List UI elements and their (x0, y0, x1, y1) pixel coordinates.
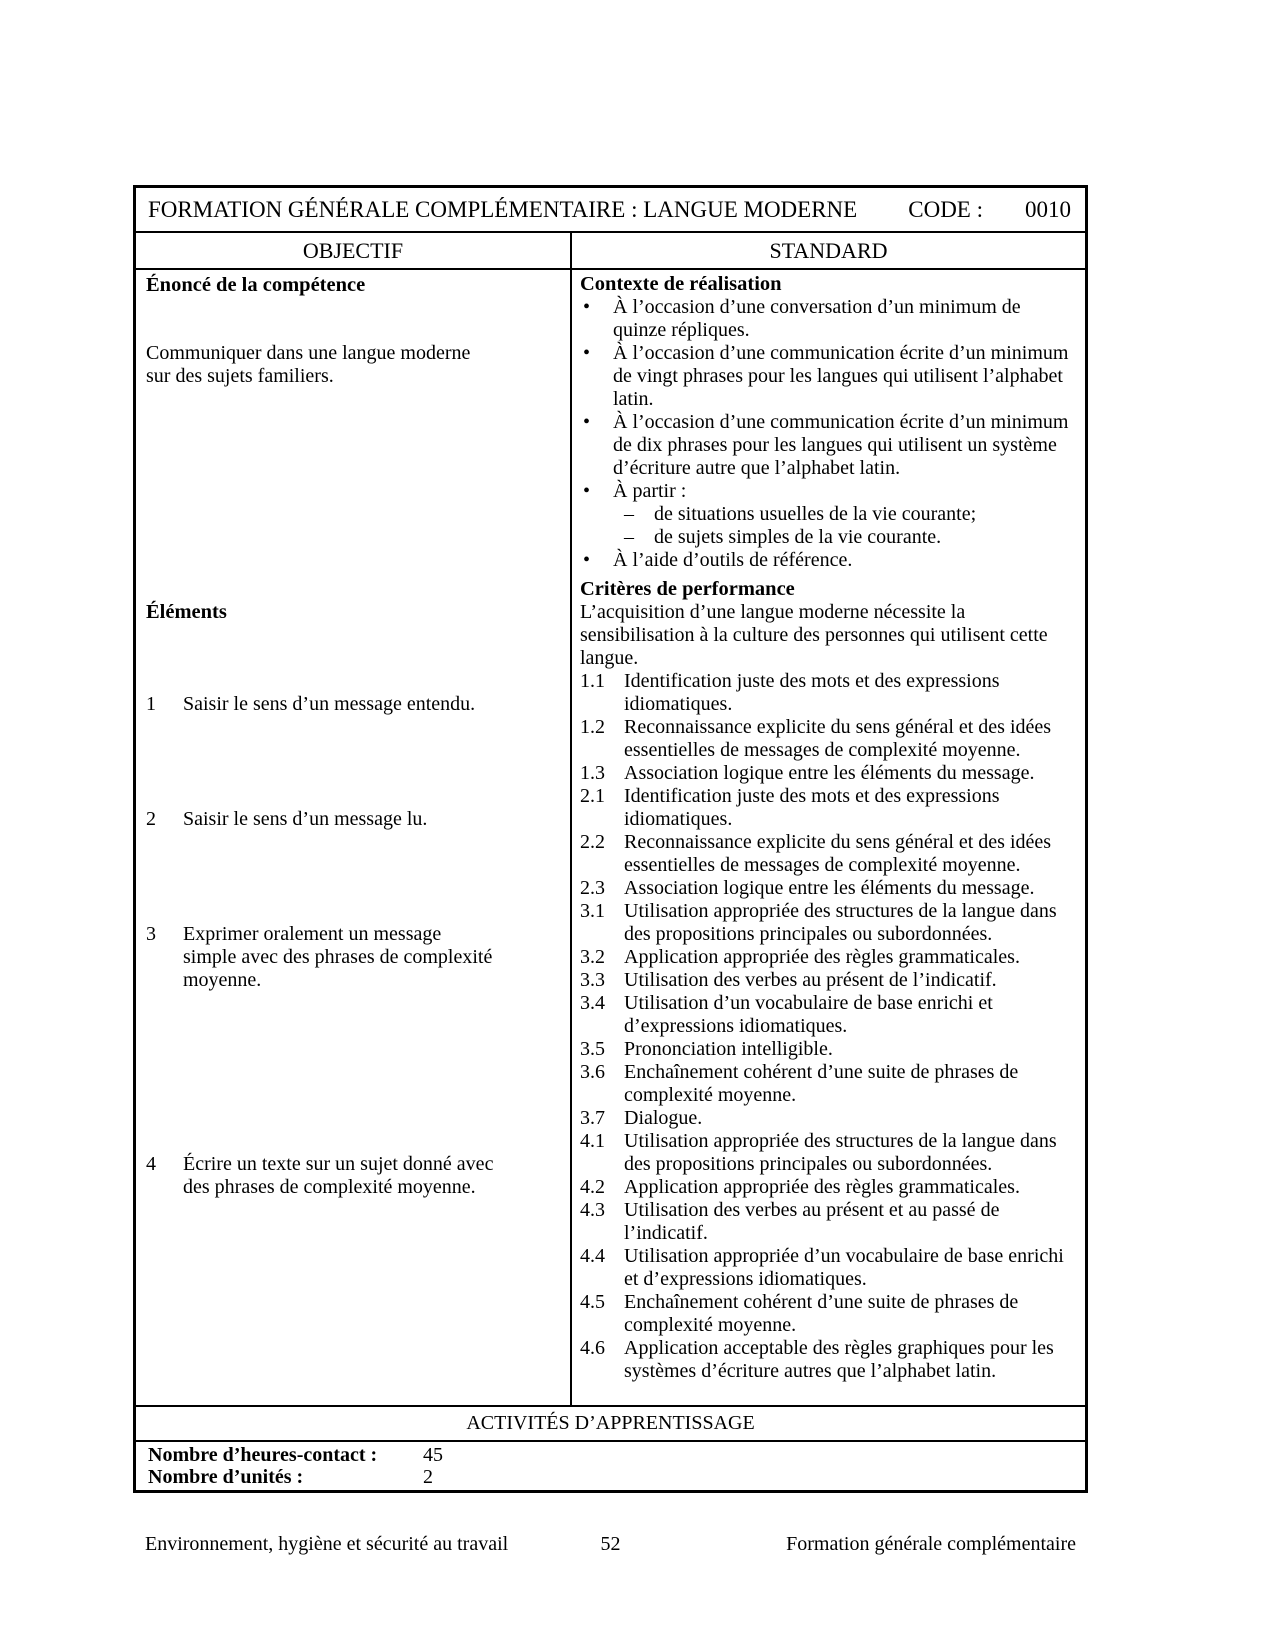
criterion-text: Utilisation des verbes au présent de l’indicatif. (624, 969, 997, 991)
standard-column-header: STANDARD (769, 237, 888, 263)
criterion-number: 4.6 (580, 1337, 605, 1359)
bullet-text: À l’occasion d’une communication écrite d’un minimum de dix phrases pour les langues qui utilisent un système d’écriture autre que l’alphabet latin. (613, 411, 1069, 479)
elements-heading: Éléments (146, 601, 227, 623)
criteres-intro: L’acquisition d’une langue moderne nécessite la sensibilisation à la culture des personnes qui utilisent cette langue. (580, 601, 1048, 669)
criterion-text: Utilisation appropriée d’un vocabulaire de base enrichi et d’expressions idiomatiques. (624, 1245, 1064, 1290)
criterion-number: 3.4 (580, 992, 605, 1014)
context-bullet (580, 342, 1077, 411)
criterion-text: Dialogue. (624, 1107, 703, 1129)
objectif-cell (136, 270, 572, 1405)
criterion-number: 4.4 (580, 1245, 605, 1267)
criterion-text: Prononciation intelligible. (624, 1038, 833, 1060)
criterion-row (580, 877, 1077, 900)
criterion-text: Application appropriée des règles grammaticales. (624, 946, 1020, 968)
criterion-number: 1.2 (580, 716, 605, 738)
criterion-text: Identification juste des mots et des expressions idiomatiques. (624, 670, 1000, 715)
units-label: Nombre d’unités : (148, 1466, 304, 1488)
bullet-text: À l’occasion d’une conversation d’un minimum de quinze répliques. (613, 296, 1021, 341)
criterion-text: Application appropriée des règles grammaticales. (624, 1176, 1020, 1198)
units-line (148, 1466, 1073, 1488)
bullet-marker-icon: • (583, 480, 591, 502)
totals-row (136, 1442, 1085, 1490)
objectif-column-header: OBJECTIF (136, 233, 572, 268)
title-row (136, 188, 1085, 233)
criterion-row (580, 1245, 1077, 1291)
enonce-heading: Énoncé de la compétence (146, 274, 366, 296)
criterion-text: Enchaînement cohérent d’une suite de phrases de complexité moyenne. (624, 1291, 1019, 1336)
element-number: 1 (146, 693, 156, 715)
context-bullet (580, 549, 1077, 572)
context-bullet (580, 296, 1077, 342)
criterion-row (580, 762, 1077, 785)
criterion-text: Reconnaissance explicite du sens général et des idées essentielles de messages de complexité moyenne. (624, 716, 1052, 761)
criterion-row (580, 1337, 1077, 1383)
bullet-marker-icon: • (583, 296, 591, 318)
bullet-text: À partir : (613, 480, 687, 502)
criterion-number: 2.3 (580, 877, 605, 899)
main-content-row (136, 270, 1085, 1407)
context-sub-bullet (580, 503, 1077, 526)
element-text: Saisir le sens d’un message entendu. (183, 693, 476, 715)
criterion-number: 3.7 (580, 1107, 605, 1129)
code-value: 0010 (1025, 196, 1071, 222)
criterion-number: 2.1 (580, 785, 605, 807)
contexte-heading: Contexte de réalisation (580, 273, 782, 295)
criterion-number: 4.1 (580, 1130, 605, 1152)
criterion-number: 3.2 (580, 946, 605, 968)
element-number: 4 (146, 1153, 156, 1175)
element-number: 2 (146, 808, 156, 830)
competency-table (133, 185, 1088, 1493)
criterion-text: Identification juste des mots et des expressions idiomatiques. (624, 785, 1000, 830)
element-text: Saisir le sens d’un message lu. (183, 808, 428, 830)
criterion-row (580, 670, 1077, 716)
element-item (146, 808, 498, 831)
criterion-text: Utilisation appropriée des structures de la langue dans des propositions principales ou subordonnées. (624, 900, 1057, 945)
element-item (146, 923, 498, 992)
criterion-number: 3.3 (580, 969, 605, 991)
dash-marker-icon: – (624, 503, 634, 525)
context-bullet (580, 411, 1077, 480)
criterion-row (580, 1291, 1077, 1337)
criterion-number: 3.1 (580, 900, 605, 922)
criterion-number: 4.2 (580, 1176, 605, 1198)
context-sub-bullet (580, 526, 1077, 549)
criterion-row (580, 969, 1077, 992)
units-value: 2 (423, 1466, 433, 1488)
criterion-text: Association logique entre les éléments du message. (624, 877, 1035, 899)
bullet-marker-icon: • (583, 549, 591, 571)
sub-bullet-text: de sujets simples de la vie courante. (654, 526, 942, 548)
activites-heading: ACTIVITÉS D’APPRENTISSAGE (466, 1412, 755, 1434)
hours-label: Nombre d’heures-contact : (148, 1444, 378, 1466)
criterion-number: 1.3 (580, 762, 605, 784)
criterion-row (580, 992, 1077, 1038)
criterion-row (580, 1199, 1077, 1245)
criterion-row (580, 946, 1077, 969)
page-footer (133, 1533, 1088, 1556)
criterion-row (580, 900, 1077, 946)
criterion-row (580, 1130, 1077, 1176)
context-bullet (580, 480, 1077, 503)
code-label: CODE : (908, 196, 983, 222)
element-number: 3 (146, 923, 156, 945)
activites-row (136, 1407, 1085, 1442)
criterion-number: 1.1 (580, 670, 605, 692)
criterion-number: 4.5 (580, 1291, 605, 1313)
standard-cell (572, 270, 1085, 1405)
footer-page-number: 52 (600, 1533, 621, 1555)
criterion-text: Utilisation appropriée des structures de la langue dans des propositions principales ou subordonnées. (624, 1130, 1057, 1175)
criterion-number: 2.2 (580, 831, 605, 853)
criterion-number: 3.5 (580, 1038, 605, 1060)
column-header-row (136, 233, 1085, 270)
criterion-row (580, 785, 1077, 831)
bullet-text: À l’occasion d’une communication écrite d’un minimum de vingt phrases pour les langues qui utilisent l’alphabet latin. (613, 342, 1069, 410)
document-title: FORMATION GÉNÉRALE COMPLÉMENTAIRE : LANGUE MODERNE (148, 196, 858, 222)
footer-right-text: Formation générale complémentaire (786, 1533, 1076, 1555)
criterion-row (580, 716, 1077, 762)
criterion-text: Enchaînement cohérent d’une suite de phrases de complexité moyenne. (624, 1061, 1019, 1106)
element-item (146, 1153, 498, 1199)
criterion-text: Utilisation des verbes au présent et au passé de l’indicatif. (624, 1199, 1000, 1244)
criterion-text: Association logique entre les éléments du message. (624, 762, 1035, 784)
criterion-row (580, 1176, 1077, 1199)
criterion-text: Utilisation d’un vocabulaire de base enrichi et d’expressions idiomatiques. (624, 992, 993, 1037)
element-item (146, 693, 498, 716)
criterion-text: Reconnaissance explicite du sens général et des idées essentielles de messages de complexité moyenne. (624, 831, 1052, 876)
bullet-marker-icon: • (583, 411, 591, 433)
criterion-number: 3.6 (580, 1061, 605, 1083)
hours-line (148, 1444, 1073, 1466)
criterion-row (580, 1061, 1077, 1107)
bullet-text: À l’aide d’outils de référence. (613, 549, 853, 571)
element-text: Écrire un texte sur un sujet donné avec des phrases de complexité moyenne. (183, 1153, 494, 1198)
hours-value: 45 (423, 1444, 443, 1466)
sub-bullet-text: de situations usuelles de la vie courante; (654, 503, 977, 525)
enonce-text: Communiquer dans une langue moderne sur des sujets familiers. (146, 342, 471, 387)
criterion-text: Application acceptable des règles graphiques pour les systèmes d’écriture autres que l’alphabet latin. (624, 1337, 1054, 1382)
dash-marker-icon: – (624, 526, 634, 548)
element-text: Exprimer oralement un message simple avec des phrases de complexité moyenne. (183, 923, 493, 991)
criteres-heading: Critères de performance (580, 578, 795, 600)
footer-left-text: Environnement, hygiène et sécurité au travail (145, 1533, 509, 1555)
criterion-row (580, 1038, 1077, 1061)
criterion-row (580, 831, 1077, 877)
criterion-number: 4.3 (580, 1199, 605, 1221)
bullet-marker-icon: • (583, 342, 591, 364)
criterion-row (580, 1107, 1077, 1130)
